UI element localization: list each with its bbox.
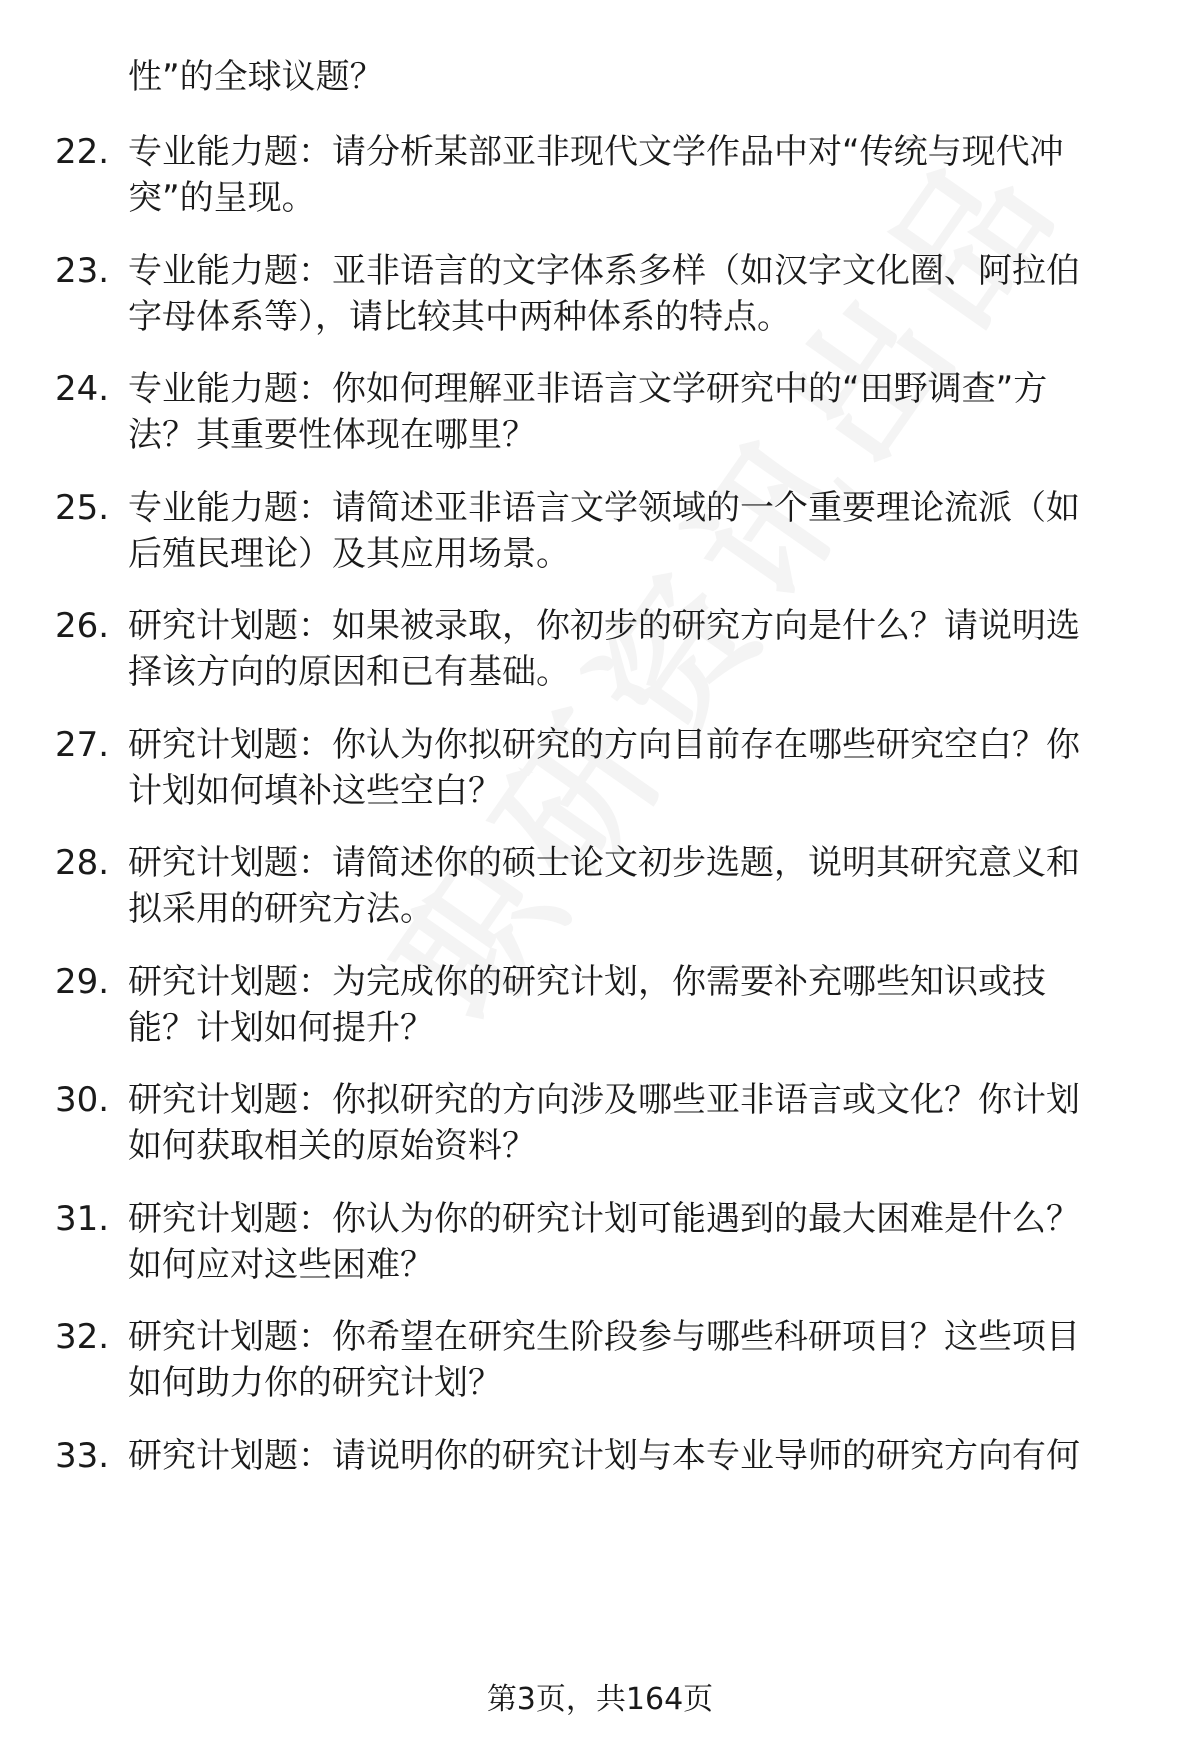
question-text-line: 能？计划如何提升？ bbox=[128, 1007, 434, 1048]
question-text-line: 法？其重要性体现在哪里？ bbox=[128, 415, 536, 455]
question-text-line: 后殖民理论）及其应用场景。 bbox=[128, 533, 570, 574]
question-text-line: 研究计划题：你认为你的研究计划可能遇到的最大困难是什么？ bbox=[128, 1198, 1080, 1239]
question-text-line: 突”的呈现。 bbox=[128, 178, 316, 218]
question-text-line: 拟采用的研究方法。 bbox=[128, 889, 434, 929]
question-text-line: 如何应对这些困难？ bbox=[128, 1244, 434, 1285]
question-text-line: 专业能力题：你如何理解亚非语言文学研究中的“田野调查”方 bbox=[128, 369, 1048, 409]
question-text-line: 专业能力题：请简述亚非语言文学领域的一个重要理论流派（如 bbox=[128, 487, 1080, 528]
question-text-line: 研究计划题：你拟研究的方向涉及哪些亚非语言或文化？你计划 bbox=[128, 1080, 1080, 1120]
question-text-line: 研究计划题：你希望在研究生阶段参与哪些科研项目？这些项目 bbox=[128, 1317, 1080, 1357]
question-text-line: 如何助力你的研究计划？ bbox=[128, 1363, 502, 1403]
question-text-line: 研究计划题：请说明你的研究计划与本专业导师的研究方向有何 bbox=[128, 1435, 1080, 1476]
continuation-text: 性”的全球议题？ bbox=[128, 57, 384, 97]
question-text-line: 专业能力题：请分析某部亚非现代文学作品中对“传统与现代冲 bbox=[128, 132, 1064, 172]
question-text-line: 研究计划题：你认为你拟研究的方向目前存在哪些研究空白？你 bbox=[128, 724, 1080, 765]
question-text-line: 研究计划题：请简述你的硕士论文初步选题，说明其研究意义和 bbox=[128, 843, 1080, 883]
question-number: 24. bbox=[55, 369, 110, 409]
question-number: 32. bbox=[55, 1317, 110, 1357]
question-number: 26. bbox=[55, 606, 110, 646]
question-text-line: 研究计划题：为完成你的研究计划，你需要补充哪些知识或技 bbox=[128, 961, 1046, 1002]
question-number: 23. bbox=[55, 250, 110, 291]
question-number: 33. bbox=[55, 1435, 110, 1476]
question-text-line: 专业能力题：亚非语言的文字体系多样（如汉字文化圈、阿拉伯 bbox=[128, 250, 1080, 291]
question-number: 31. bbox=[55, 1198, 110, 1239]
question-number: 22. bbox=[55, 132, 110, 172]
question-number: 30. bbox=[55, 1080, 110, 1120]
question-text-line: 字母体系等），请比较其中两种体系的特点。 bbox=[128, 296, 791, 337]
question-number: 27. bbox=[55, 724, 110, 765]
page-footer: 第3页，共164页 bbox=[486, 1682, 714, 1717]
question-number: 25. bbox=[55, 487, 110, 528]
question-text-line: 计划如何填补这些空白？ bbox=[128, 770, 502, 811]
question-number: 29. bbox=[55, 961, 110, 1002]
question-text-line: 择该方向的原因和已有基础。 bbox=[128, 652, 570, 692]
question-text-line: 如何获取相关的原始资料？ bbox=[128, 1126, 536, 1166]
question-text-line: 研究计划题：如果被录取，你初步的研究方向是什么？请说明选 bbox=[128, 606, 1080, 646]
question-number: 28. bbox=[55, 843, 110, 883]
